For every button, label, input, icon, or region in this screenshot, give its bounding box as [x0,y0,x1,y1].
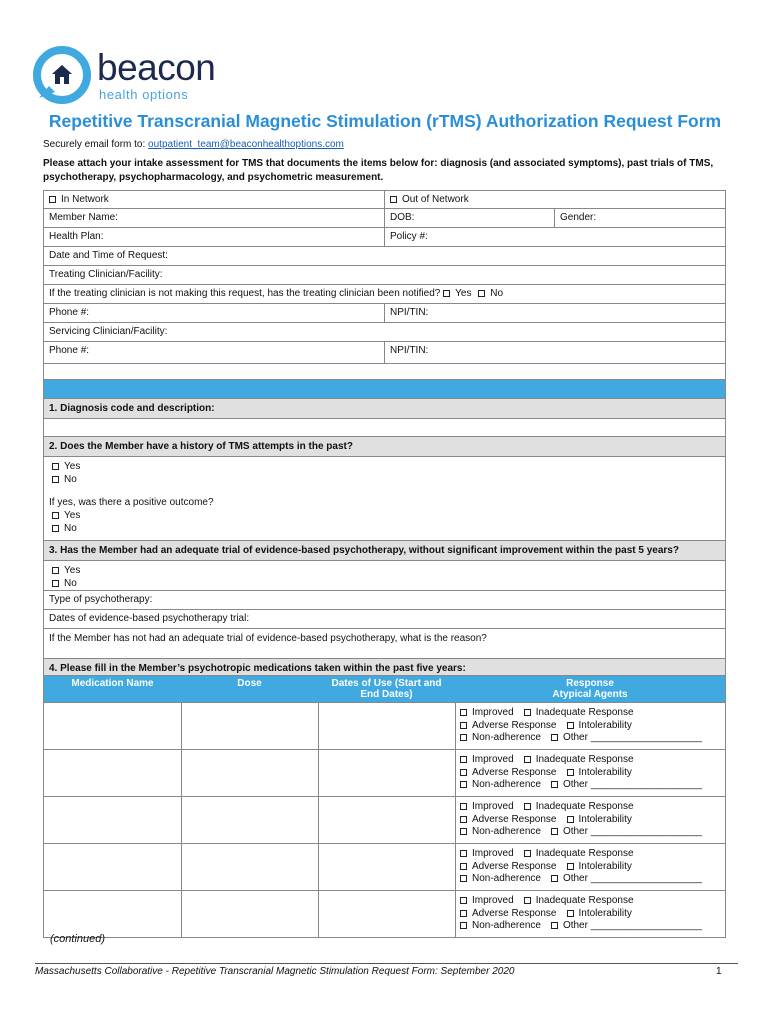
email-line [43,139,344,150]
checkbox-icon[interactable] [478,290,485,297]
s2-no-option[interactable]: No [49,473,720,486]
s2-f-no-option[interactable]: No [49,522,720,535]
dose-cell[interactable] [181,844,318,890]
phone-field[interactable]: Phone #: [49,307,90,318]
checkbox-icon[interactable] [52,463,59,470]
checkbox-icon[interactable] [460,734,467,741]
date-time-field[interactable]: Date and Time of Request: [49,250,168,261]
footer-divider [35,963,738,964]
health-plan-field[interactable]: Health Plan: [49,231,104,242]
treating-row [43,266,726,285]
reason-field[interactable]: If the Member has not had an adequate trial of evidence-based psychotherapy, what is the reason? [43,629,726,659]
response-cell: Improved Inadequate Response Adverse Response Intolerability Non-adherence Other ____________________ [455,844,725,890]
email-link[interactable]: outpatient_team@beaconhealthoptions.com [148,139,344,150]
out-network-option[interactable]: Out of Network [384,191,725,208]
checkbox-icon[interactable] [524,850,531,857]
checkbox-icon[interactable] [567,863,574,870]
treating-clinician-field[interactable]: Treating Clinician/Facility: [49,269,163,280]
response-cell: Improved Inadequate Response Adverse Response Intolerability Non-adherence Other ____________________ [455,703,725,749]
col-dose: Dose [237,678,262,689]
medication-row [44,749,725,796]
type-row [43,591,726,610]
checkbox-icon[interactable] [460,897,467,904]
s2-f-yes-option[interactable]: Yes [49,509,720,522]
s3-no-option[interactable]: No [49,577,720,590]
checkbox-icon[interactable] [460,922,467,929]
policy-field[interactable]: Policy #: [384,228,725,246]
checkbox-icon[interactable] [460,863,467,870]
dob-field[interactable]: DOB: [384,209,554,227]
in-network-option[interactable]: In Network [44,191,384,208]
col-dates: Dates of Use (Start and End Dates) [331,678,442,700]
checkbox-icon[interactable] [52,525,59,532]
medication-row [44,796,725,843]
brand-name: beacon [97,47,216,88]
checkbox-icon[interactable] [52,580,59,587]
spacer-row [43,364,726,380]
col-response: Response Atypical Agents [552,678,628,700]
checkbox-icon[interactable] [52,567,59,574]
checkbox-icon[interactable] [49,196,56,203]
phone-row [43,304,726,323]
checkbox-icon[interactable] [460,803,467,810]
dates-row [43,610,726,629]
footer-text: Massachusetts Collaborative - Repetitive Transcranial Magnetic Stimulation Request Form: September 2020 [35,966,515,977]
checkbox-icon[interactable] [524,897,531,904]
medications-table [43,676,726,938]
section-4-heading: 4. Please fill in the Member’s psychotropic medications taken within the past five years: [43,659,726,676]
checkbox-icon[interactable] [52,476,59,483]
s3-yes-option[interactable]: Yes [49,564,720,577]
checkbox-icon[interactable] [460,875,467,882]
npi2-field[interactable]: NPI/TIN: [384,342,725,363]
dose-cell[interactable] [181,797,318,843]
section-1-heading: 1. Diagnosis code and description: [43,399,726,419]
page-number: 1 [716,966,722,977]
notified-question: If the treating clinician is not making this request, has the treating clinician been notified? Yes No [49,288,504,299]
dose-cell[interactable] [181,703,318,749]
dates-cell[interactable] [318,891,455,937]
checkbox-icon[interactable] [551,781,558,788]
col-medication-name: Medication Name [71,678,154,689]
servicing-row [43,323,726,342]
email-prefix: Securely email form to: [43,139,149,150]
checkbox-icon[interactable] [551,828,558,835]
response-cell: Improved Inadequate Response Adverse Response Intolerability Non-adherence Other ____________________ [455,750,725,796]
response-cell: Improved Inadequate Response Adverse Response Intolerability Non-adherence Other ____________________ [455,797,725,843]
checkbox-icon[interactable] [460,756,467,763]
psychotherapy-dates-field[interactable]: Dates of evidence-based psychotherapy trial: [49,613,250,624]
dates-cell[interactable] [318,844,455,890]
checkbox-icon[interactable] [524,803,531,810]
member-row [43,209,726,228]
network-row [43,190,726,209]
section-3-answers [43,561,726,591]
checkbox-icon[interactable] [443,290,450,297]
gender-field[interactable]: Gender: [554,209,725,227]
dose-cell[interactable] [181,891,318,937]
section-1-answer[interactable] [43,419,726,437]
medication-row [44,890,725,937]
medication-name-cell[interactable] [44,703,181,749]
instructions: Please attach your intake assessment for TMS that documents the items below for: diagnosis (and associated symptoms), past trials of TMS, psychotherapy, psychopharmacology, and psychometric measurement. [43,158,714,183]
brand-subtitle: health options [99,87,189,102]
section-2-answers [43,457,726,541]
checkbox-icon[interactable] [551,875,558,882]
checkbox-icon[interactable] [460,816,467,823]
section-2-heading: 2. Does the Member have a history of TMS attempts in the past? [43,437,726,457]
checkbox-icon[interactable] [567,816,574,823]
checkbox-icon[interactable] [524,756,531,763]
s2-yes-option[interactable]: Yes [49,460,720,473]
checkbox-icon[interactable] [460,769,467,776]
checkbox-icon[interactable] [460,828,467,835]
medication-name-cell[interactable] [44,750,181,796]
checkbox-icon[interactable] [567,910,574,917]
date-row [43,247,726,266]
checkbox-icon[interactable] [567,722,574,729]
checkbox-icon[interactable] [460,910,467,917]
psychotherapy-type-field[interactable]: Type of psychotherapy: [49,594,153,605]
dates-cell[interactable] [318,703,455,749]
authorization-form [43,190,726,938]
checkbox-icon[interactable] [567,769,574,776]
checkbox-icon[interactable] [460,709,467,716]
medication-row [44,702,725,749]
checkbox-icon[interactable] [551,734,558,741]
dates-cell[interactable] [318,797,455,843]
checkbox-icon[interactable] [551,922,558,929]
medications-header [44,676,725,702]
phone2-field[interactable]: Phone #: [49,345,90,356]
checkbox-icon[interactable] [390,196,397,203]
section-3-heading: 3. Has the Member had an adequate trial of evidence-based psychotherapy, without significant improvement within the past 5 years? [43,541,726,561]
npi-field[interactable]: NPI/TIN: [384,304,725,322]
medication-row [44,843,725,890]
medication-name-cell[interactable] [44,891,181,937]
checkbox-icon[interactable] [460,722,467,729]
blue-divider [43,380,726,399]
checkbox-icon[interactable] [52,512,59,519]
checkbox-icon[interactable] [524,709,531,716]
member-name-field[interactable]: Member Name: [49,212,118,223]
response-cell: Improved Inadequate Response Adverse Response Intolerability Non-adherence Other ____________________ [455,891,725,937]
page-title: Repetitive Transcranial Magnetic Stimulation (rTMS) Authorization Request Form [48,111,722,131]
servicing-clinician-field[interactable]: Servicing Clinician/Facility: [49,326,168,337]
plan-row [43,228,726,247]
dose-cell[interactable] [181,750,318,796]
medication-name-cell[interactable] [44,797,181,843]
continued-label: (continued) [50,933,106,945]
phone2-row [43,342,726,364]
notified-row [43,285,726,304]
s2-followup-question: If yes, was there a positive outcome? [49,497,214,508]
medication-name-cell[interactable] [44,844,181,890]
checkbox-icon[interactable] [460,781,467,788]
checkbox-icon[interactable] [460,850,467,857]
dates-cell[interactable] [318,750,455,796]
